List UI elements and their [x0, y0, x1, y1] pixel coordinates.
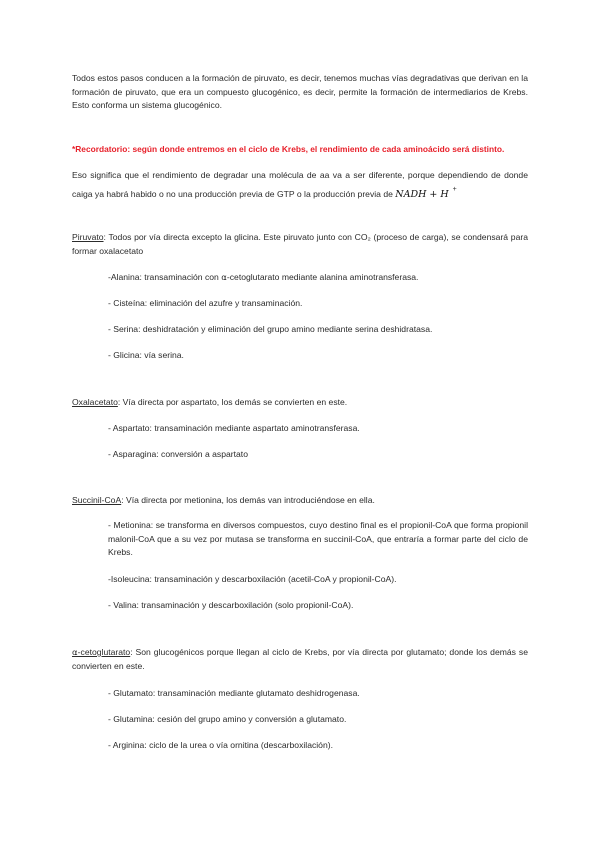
- piruvato-paragraph: [72, 231, 528, 258]
- list-item: - Valina: transaminación y descarboxilación (solo propionil-CoA).: [108, 600, 354, 610]
- succinil-paragraph: [72, 494, 528, 508]
- oxalacetato-heading: Oxalacetato: [72, 397, 118, 407]
- intro-paragraph: Todos estos pasos conducen a la formación de piruvato, es decir, tenemos muchas vías degradativas que derivan en la formación de piruvato, que era un compuesto glucogénico, es decir, permite la formación de intermediarios de Krebs. Esto conforma un sistema glucogénico.: [72, 73, 528, 111]
- list-item: - Glutamato: transaminación mediante glutamato deshidrogenasa.: [108, 688, 360, 698]
- list-item: -Alanina: transaminación con ⍺-cetoglutarato mediante alanina aminotransferasa.: [108, 272, 419, 282]
- oxalacetato-paragraph: [72, 396, 528, 410]
- nadh-formula: NADH + H: [395, 188, 449, 200]
- list-item: - Serina: deshidratación y eliminación del grupo amino mediante serina deshidratasa.: [108, 324, 433, 334]
- yield-paragraph: [72, 169, 528, 201]
- succinil-text: : Vía directa por metionina, los demás van introduciéndose en ella.: [121, 495, 375, 505]
- list-item: - Arginina: ciclo de la urea o vía ornitina (descarboxilación).: [108, 740, 333, 750]
- nadh-superscript: +: [452, 185, 457, 193]
- reminder-note: *Recordatorio: según donde entremos en el ciclo de Krebs, el rendimiento de cada aminoácido será distinto.: [72, 144, 505, 154]
- list-item: -Isoleucina: transaminación y descarboxilación (acetil-CoA y propionil-CoA).: [108, 574, 397, 584]
- cetoglutarato-heading: ⍺-cetoglutarato: [72, 647, 131, 657]
- piruvato-heading: Piruvato: [72, 232, 104, 242]
- list-item: - Aspartato: transaminación mediante aspartato aminotransferasa.: [108, 423, 360, 433]
- list-item: - Asparagina: conversión a aspartato: [108, 449, 248, 459]
- list-item: - Cisteína: eliminación del azufre y transaminación.: [108, 298, 303, 308]
- list-item: - Glicina: vía serina.: [108, 350, 184, 360]
- cetoglutarato-text: : Son glucogénicos porque llegan al ciclo de Krebs, por vía directa por glutamato; donde los demás se convierten en este.: [72, 647, 528, 671]
- list-item: - Glutamina: cesión del grupo amino y conversión a glutamato.: [108, 714, 347, 724]
- list-item: - Metionina: se transforma en diversos compuestos, cuyo destino final es el propionil-CoA que forma propionil malonil-CoA que a su vez por mutasa se transforma en succinil-CoA, que entraría a formar parte del ciclo de Krebs.: [108, 520, 528, 558]
- yield-text: Eso significa que el rendimiento de degradar una molécula de aa va a ser diferente, porque dependiendo de donde caiga ya habrá habido o no una producción previa de GTP o la producción previa de: [72, 170, 528, 199]
- cetoglutarato-paragraph: [72, 646, 528, 673]
- piruvato-text: : Todos por vía directa excepto la glicina. Este piruvato junto con CO₂ (proceso de carga), se condensará para formar oxalacetato: [72, 232, 528, 256]
- succinil-heading: Succinil-CoA: [72, 495, 122, 505]
- oxalacetato-text: : Vía directa por aspartato, los demás se convierten en este.: [117, 397, 348, 407]
